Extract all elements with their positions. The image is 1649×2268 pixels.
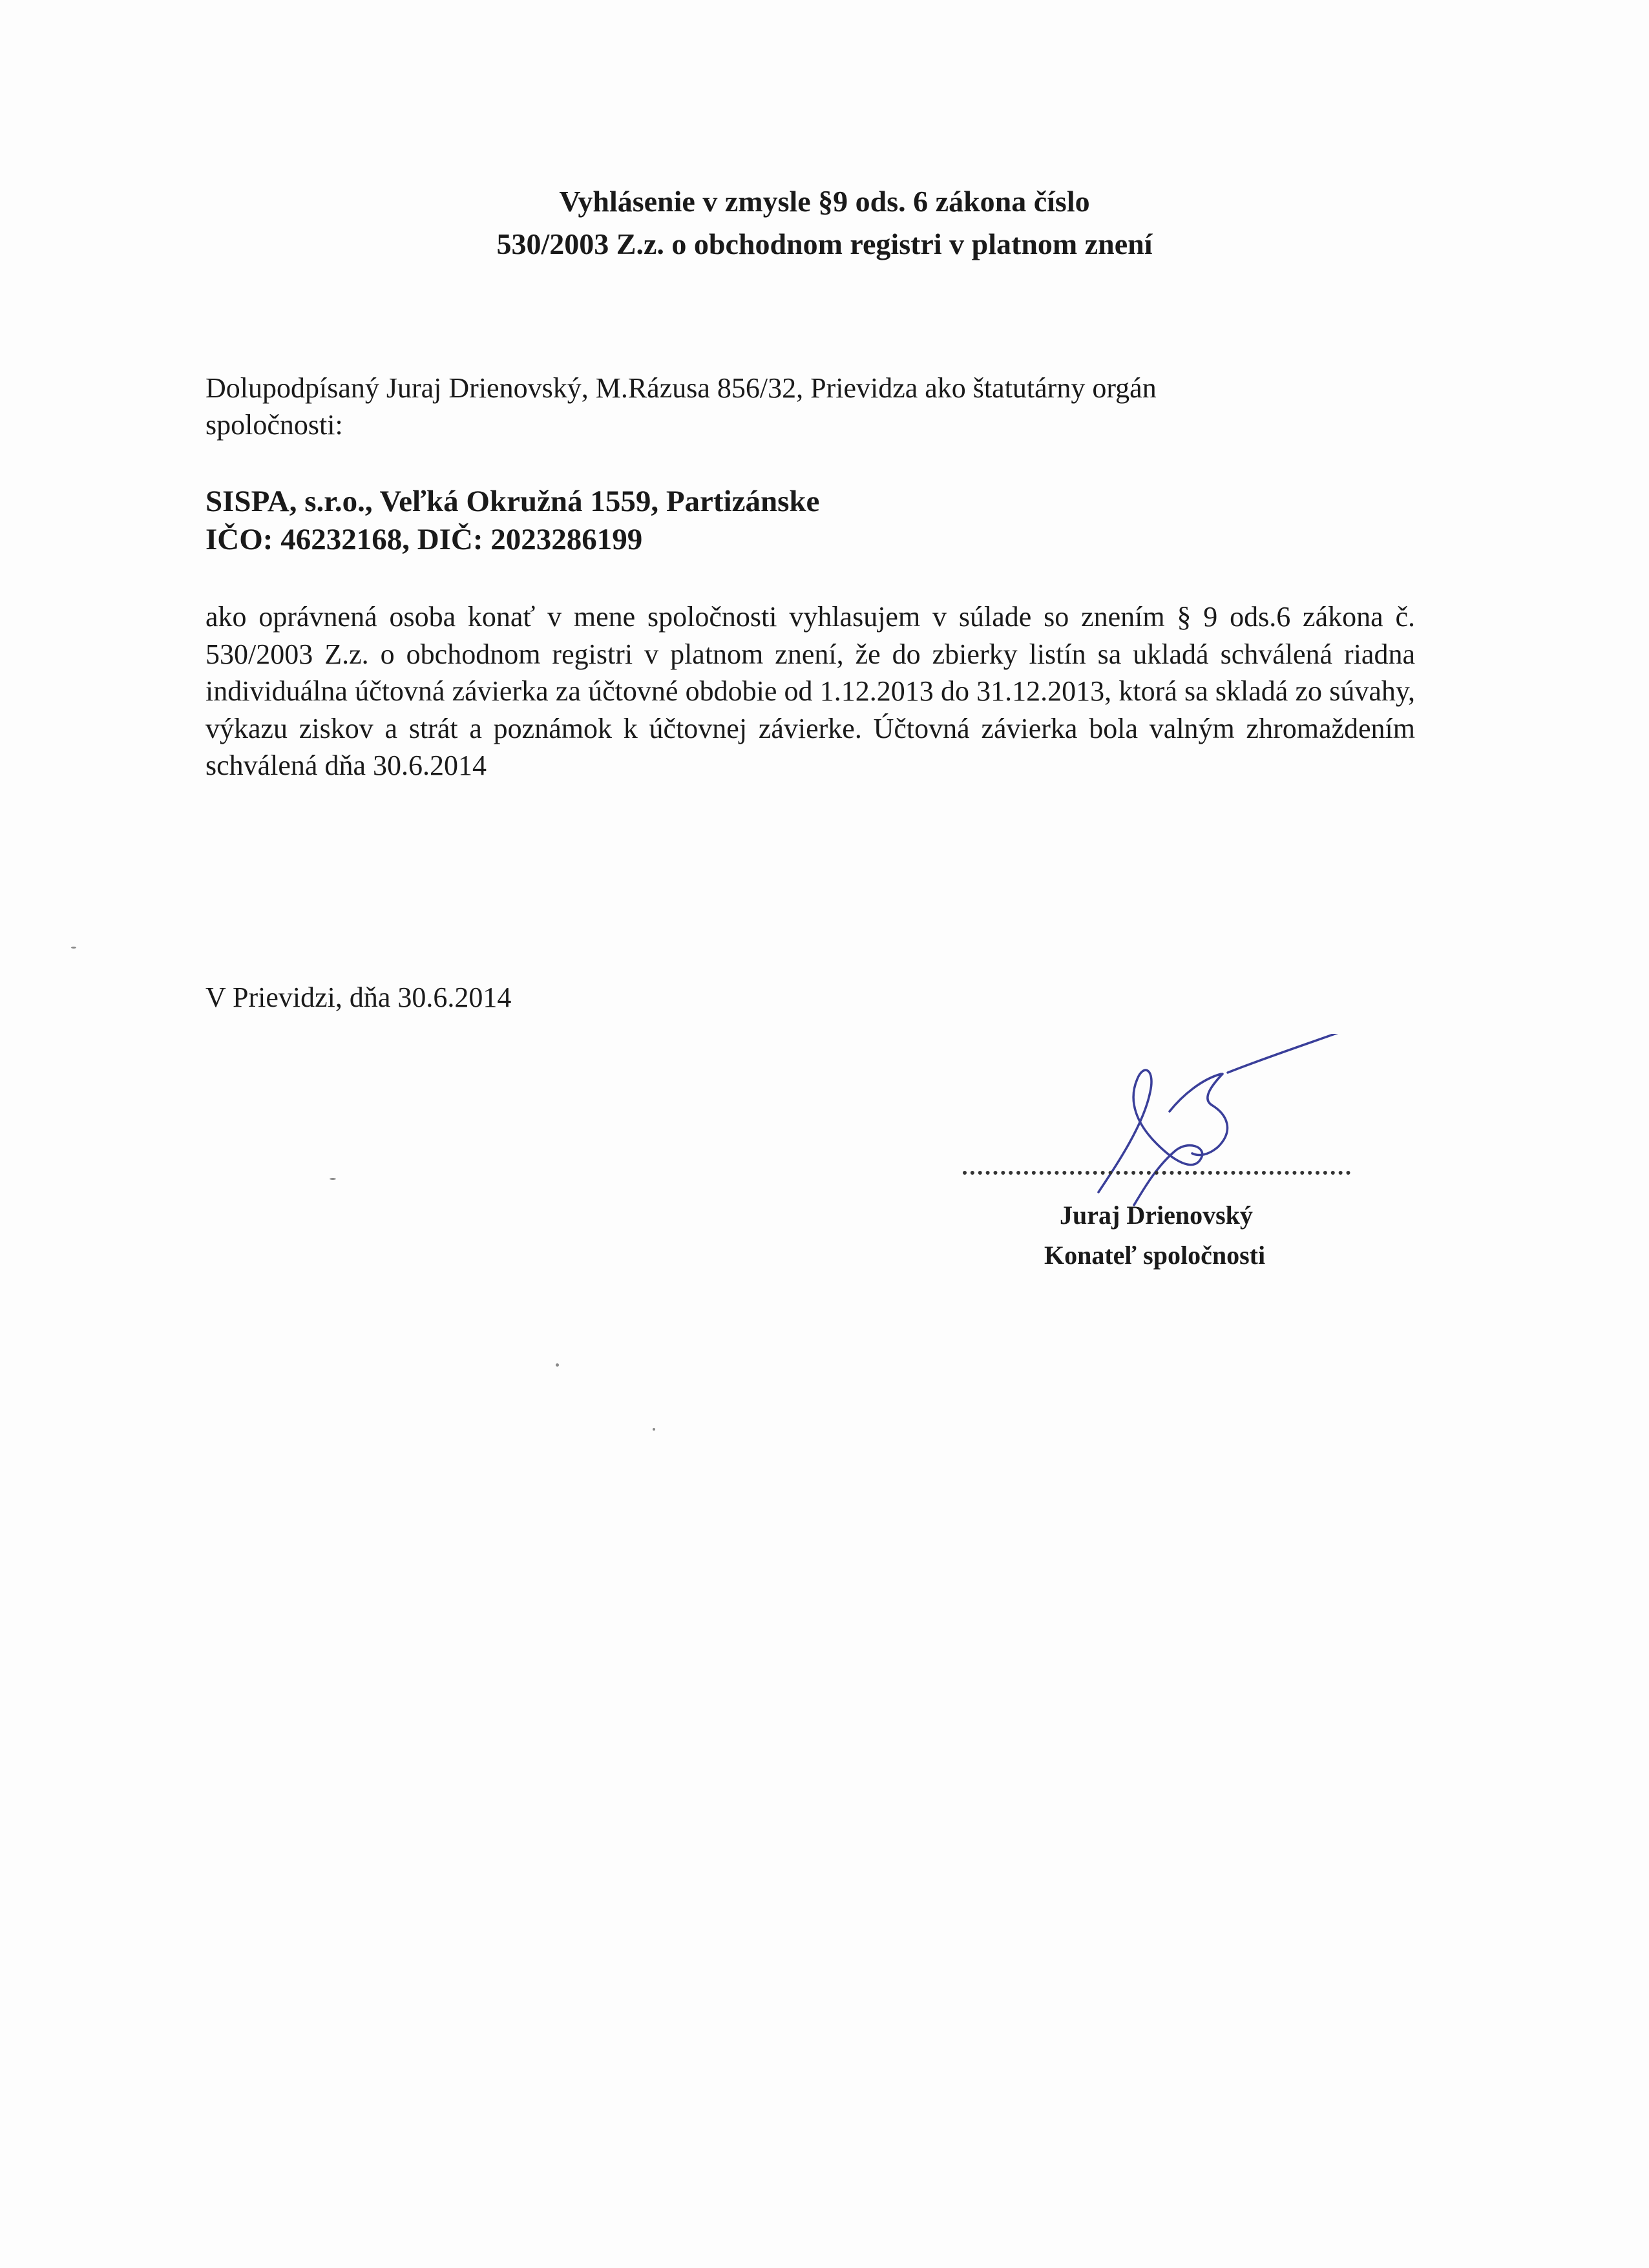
- approval-sentence: Účtovná závierka bola valným zhromaždením schválená dňa 30.6.2014: [205, 712, 1415, 781]
- declaration-text: ako oprávnená osoba konať v mene spoločnosti vyhlasujem v súlade so znením § 9 ods.6 zákona č. 530/2003 Z.z. o obchodnom registri v platnom znení, že do zbierky listín sa ukladá schválená riadna individuálna účtovná závierka za účtovné obdobie od 1.12.2013 do 31.12.2013, ktorá sa skladá zo súvahy, výkazu ziskov a strát a poznámok k účtovnej závierke.: [205, 601, 1415, 744]
- document-title-line-2: 530/2003 Z.z. o obchodnom registri v platnom znení: [496, 227, 1153, 260]
- scan-speck: [653, 1428, 655, 1431]
- intro-line-1: Dolupodpísaný Juraj Drienovský, M.Rázusa 856/32, Prievidza ako štatutárny orgán: [205, 372, 1157, 404]
- scan-speck: [330, 1178, 336, 1180]
- scan-speck: [556, 1363, 559, 1367]
- document-title-line-1: Vyhlásenie v zmysle §9 ods. 6 zákona číslo: [559, 185, 1090, 218]
- company-name-address: SISPA, s.r.o., Veľká Okružná 1559, Partizánske: [205, 485, 820, 518]
- declaration-body: [205, 598, 1415, 784]
- company-ids: IČO: 46232168, DIČ: 2023286199: [205, 523, 643, 556]
- signer-role: Konateľ spoločnosti: [1044, 1241, 1266, 1270]
- scan-speck: [71, 947, 76, 949]
- place-and-date: V Prievidzi, dňa 30.6.2014: [205, 982, 512, 1013]
- signature-line: [963, 1168, 1350, 1175]
- intro-line-2: spoločnosti:: [205, 409, 343, 441]
- signer-name: Juraj Drienovský: [1060, 1201, 1253, 1230]
- handwritten-signature: [1073, 1034, 1383, 1228]
